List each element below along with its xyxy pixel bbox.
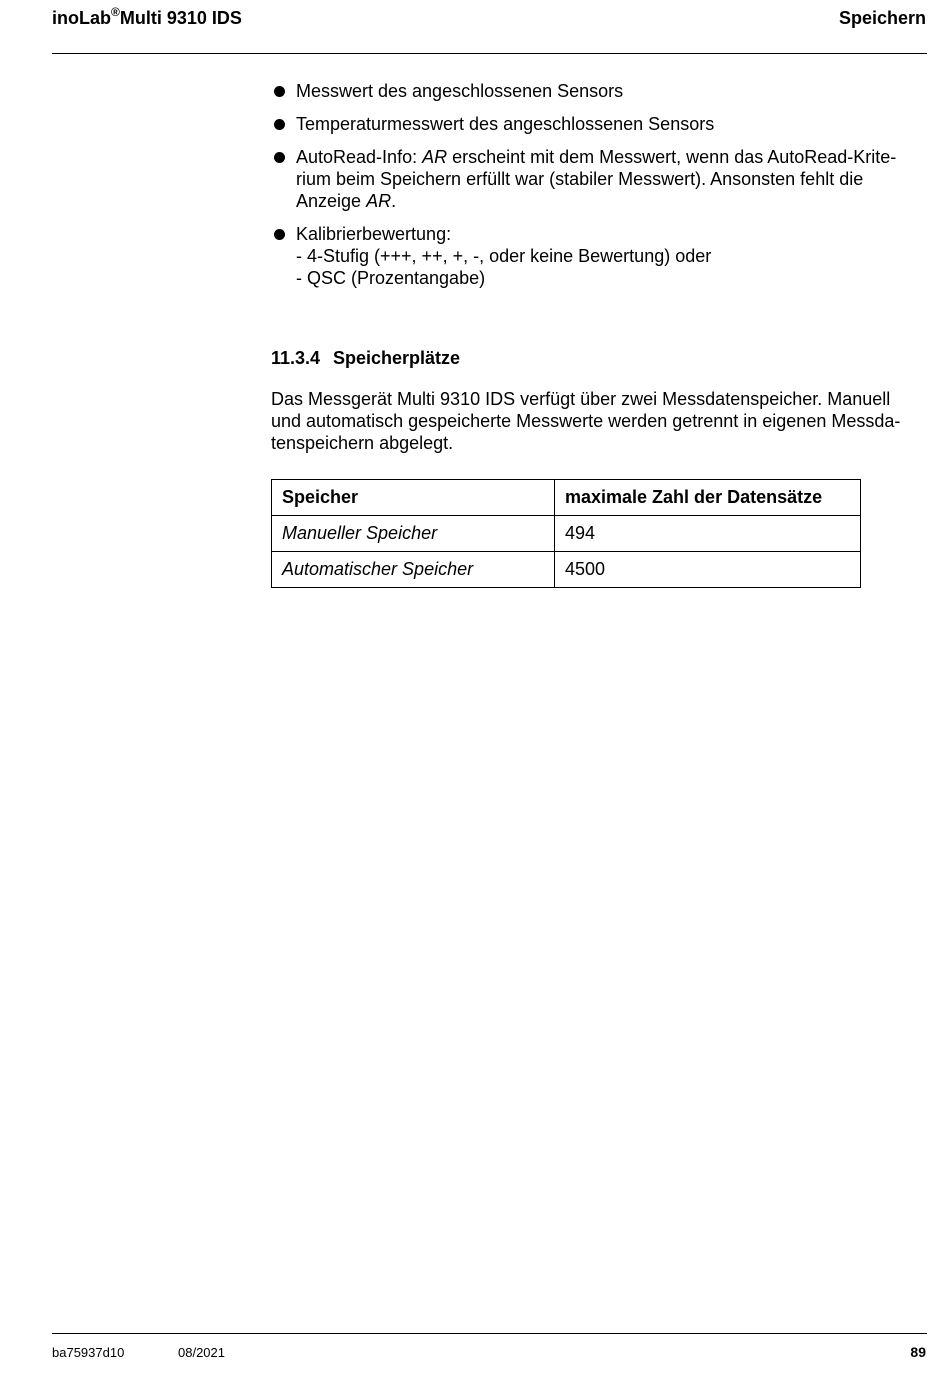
table-row	[272, 552, 861, 588]
product-prefix: inoLab	[52, 8, 111, 28]
header-divider	[52, 53, 927, 54]
section-title: Speicherplätze	[333, 348, 461, 368]
bullet-text: Temperaturmesswert des angeschlossenen Sensors	[296, 114, 715, 134]
bullet-item-measured-value	[271, 80, 931, 102]
bullet-text-line: - 4-Stufig (+++, ++, +, -, oder keine Bewertung) oder	[296, 246, 712, 266]
product-suffix: Multi 9310 IDS	[119, 8, 242, 28]
table-cell: 494	[555, 516, 861, 552]
bullet-text-line	[296, 190, 931, 212]
main-content	[271, 80, 931, 588]
page-number: 89	[910, 1344, 926, 1360]
paragraph-line: Das Messgerät Multi 9310 IDS verfügt über zwei Messdatenspeicher. Manuell	[271, 389, 891, 409]
memory-table	[271, 479, 861, 588]
bullet-dot-icon	[274, 86, 285, 97]
paragraph-line: und automatisch gespeicherte Messwerte werden getrennt in eigenen Messda-	[271, 411, 901, 431]
table-cell: 4500	[555, 552, 861, 588]
footer-doc-id: ba75937d10	[52, 1345, 125, 1360]
table-row	[272, 516, 861, 552]
bullet-text-line: rium beim Speichern erfüllt war (stabiler Messwert). Ansonsten fehlt die	[296, 169, 864, 189]
bullet-item-temperature	[271, 113, 931, 135]
autoread-label: AutoRead-Info:	[296, 147, 423, 167]
section-paragraph	[271, 388, 931, 454]
section-heading	[271, 347, 931, 369]
bullet-dot-icon	[274, 152, 285, 163]
bullet-dot-icon	[274, 119, 285, 130]
autoread-period: .	[391, 191, 397, 211]
product-title	[52, 5, 242, 29]
chapter-title: Speichern	[838, 8, 926, 28]
bullet-text-line: Kalibrierbewertung:	[296, 224, 452, 244]
autoread-display-text: Anzeige	[296, 191, 367, 211]
table-cell: Automatischer Speicher	[272, 552, 555, 588]
footer-divider	[52, 1333, 927, 1334]
table-cell: Manueller Speicher	[272, 516, 555, 552]
autoread-ar-symbol: AR	[366, 191, 392, 211]
bullet-text-line	[296, 146, 931, 168]
bullet-list	[271, 80, 931, 289]
bullet-text-line: - QSC (Prozentangabe)	[296, 268, 486, 288]
table-header-cell: Speicher	[272, 480, 555, 516]
page-header	[52, 6, 926, 36]
bullet-item-calibration	[271, 223, 931, 289]
autoread-ar-symbol: AR	[422, 147, 448, 167]
paragraph-line: tenspeichern abgelegt.	[271, 433, 454, 453]
section-number: 11.3.4	[271, 348, 321, 368]
table-header-cell: maximale Zahl der Datensätze	[555, 480, 861, 516]
bullet-dot-icon	[274, 229, 285, 240]
table-header-row	[272, 480, 861, 516]
footer-date: 08/2021	[178, 1345, 225, 1360]
bullet-text: Messwert des angeschlossenen Sensors	[296, 81, 624, 101]
autoread-text: erscheint mit dem Messwert, wenn das AutoRead-Krite-	[447, 147, 897, 167]
bullet-item-autoread	[271, 146, 931, 212]
registered-mark: ®	[111, 5, 120, 19]
